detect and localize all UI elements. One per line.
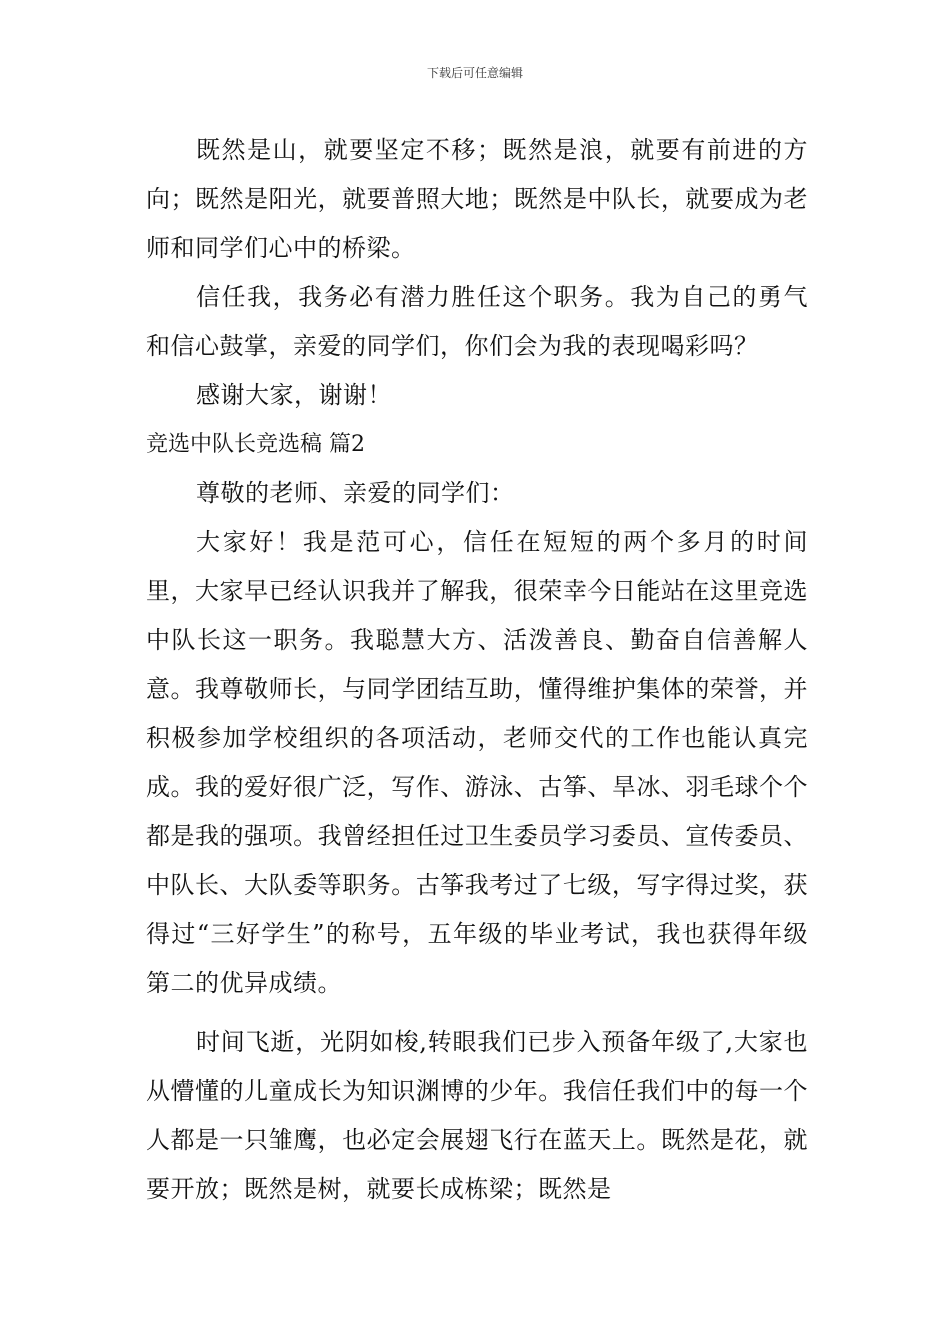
paragraph-5: 大家好！我是范可心，信任在短短的两个多月的时间里，大家早已经认识我并了解我，很荣幸今日能站在这里竞选中队长这一职务。我聪慧大方、活泼善良、勤奋自信善解人意。我尊敬师长，与同学团结互助，懂得维护集体的荣誉，并积极参加学校组织的各项活动，老师交代的工作也能认真完成。我的爱好很广泛，写作、游泳、古筝、旱冰、羽毛球个个都是我的强项。我曾经担任过卫生委员学习委员、宣传委员、中队长、大队委等职务。古筝我考过了七级，写字得过奖，获得过“三好学生”的称号，五年级的毕业考试，我也获得年级第二的优异成绩。	[146, 528, 808, 997]
paragraph-1: 既然是山，就要坚定不移；既然是浪，就要有前进的方向；既然是阳光，就要普照大地；既然是中队长，就要成为老师和同学们心中的桥梁。	[146, 136, 808, 262]
paragraph-3: 感谢大家，谢谢！	[196, 381, 392, 409]
page-header: 下载后可任意编辑	[426, 66, 523, 80]
section-title: 竞选中队长竞选稿 篇2	[146, 432, 365, 457]
paragraph-6: 时间飞逝，光阴如梭,转眼我们已步入预备年级了,大家也从懵懂的儿童成长为知识渊博的少年。我信任我们中的每一个人都是一只雏鹰，也必定会展翅飞行在蓝天上。既然是花，就要开放；既然是树，就要长成栋梁；既然是	[146, 1028, 808, 1203]
document-body	[146, 126, 808, 1214]
salutation: 尊敬的老师、亲爱的同学们：	[196, 479, 515, 507]
paragraph-2: 信任我，我务必有潜力胜任这个职务。我为自己的勇气和信心鼓掌，亲爱的同学们，你们会为我的表现喝彩吗？	[146, 283, 808, 360]
